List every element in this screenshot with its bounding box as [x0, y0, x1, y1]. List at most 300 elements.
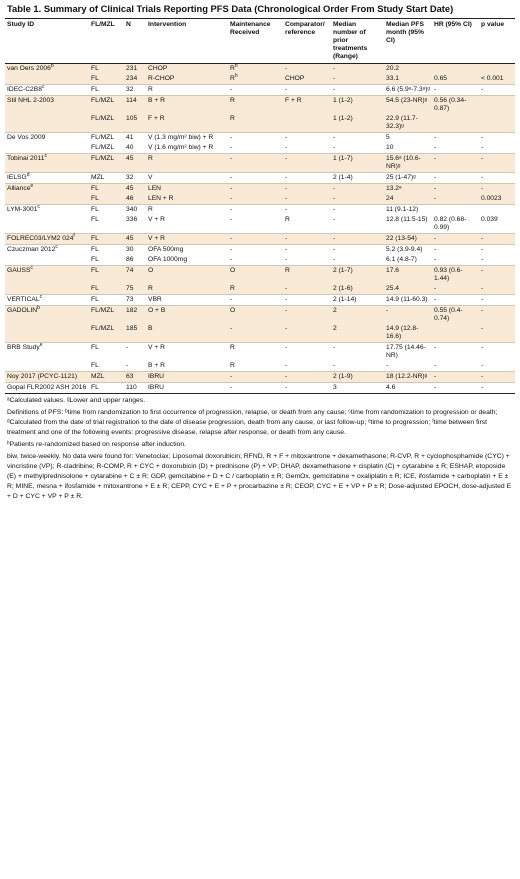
cell-comparator-text: -: [285, 155, 288, 162]
cell-fl-mzl-text: FL: [91, 195, 99, 202]
cell-comparator-text: CHOP: [285, 75, 305, 82]
cell-n-text: 45: [126, 155, 134, 162]
cell-intervention-text: O + B: [148, 307, 166, 314]
cell-intervention-text: R: [148, 155, 153, 162]
cell-comparator: [283, 361, 331, 372]
cell-median-pfs-text: 22 (13-54): [386, 235, 417, 242]
cell-prior-treatments: [331, 383, 384, 394]
table-row: [5, 173, 515, 184]
cell-fl-mzl-text: FL: [91, 246, 99, 253]
table-row: [5, 114, 515, 133]
cell-fl-mzl-text: FL: [91, 216, 99, 223]
cell-fl-mzl: [89, 343, 124, 362]
cell-maintenance: [228, 383, 283, 394]
cell-n: [124, 114, 146, 133]
cell-intervention-text: V: [148, 174, 153, 181]
cell-fl-mzl-text: FL: [91, 267, 99, 274]
cell-fl-mzl-text: FL/MZL: [91, 134, 115, 141]
cell-study-id-text: De Vos 2009: [7, 134, 46, 141]
table-row: [5, 324, 515, 343]
cell-prior-treatments: [331, 194, 384, 205]
footnote-marker: b: [37, 304, 40, 311]
table-row: [5, 383, 515, 394]
cell-n-text: 185: [126, 325, 138, 332]
cell-n: [124, 194, 146, 205]
cell-intervention-text: V (1.6 mg/m² biw) + R: [148, 144, 214, 151]
cell-intervention: [146, 284, 228, 295]
cell-p-value-text: < 0.001: [481, 75, 504, 82]
cell-p-value: [479, 143, 515, 154]
cell-fl-mzl-text: FL: [91, 206, 99, 213]
cell-intervention: [146, 184, 228, 195]
cell-median-pfs-text: 14.9 (12.8-16.6): [386, 325, 419, 340]
cell-intervention: [146, 245, 228, 256]
cell-n-text: -: [126, 362, 129, 369]
table-row: [5, 96, 515, 115]
cell-p-value-text: 0.039: [481, 216, 498, 223]
cell-fl-mzl-text: FL: [91, 344, 99, 351]
cell-maintenance-text: O: [230, 267, 236, 274]
table-row: [5, 184, 515, 195]
footnote: ʰPatients re-randomized based on response after induction.: [7, 441, 187, 448]
cell-comparator: [283, 205, 331, 216]
cell-median-pfs-text: 5: [386, 134, 390, 141]
cell-maintenance: [228, 306, 283, 325]
cell-n: [124, 324, 146, 343]
table-row: [5, 215, 515, 234]
cell-comparator: [283, 64, 331, 75]
cell-study-id: [5, 143, 89, 154]
cell-median-pfs: [384, 215, 432, 234]
cell-comparator: [283, 383, 331, 394]
cell-fl-mzl-text: FL: [91, 285, 99, 292]
cell-n: [124, 64, 146, 75]
cell-prior-treatments: [331, 361, 384, 372]
header-study-id: Study ID: [5, 19, 89, 64]
cell-comparator: [283, 96, 331, 115]
table-header-row: [5, 19, 515, 64]
cell-maintenance-text: -: [230, 296, 233, 303]
cell-prior-treatments-text: -: [333, 235, 336, 242]
cell-study-id-text: VERTICAL: [7, 296, 40, 303]
cell-p-value: [479, 255, 515, 266]
cell-p-value-text: -: [481, 344, 484, 351]
cell-p-value: [479, 154, 515, 173]
cell-prior-treatments-text: 2: [333, 307, 337, 314]
cell-study-id: [5, 184, 89, 195]
cell-hr-text: -: [434, 86, 437, 93]
cell-fl-mzl-text: FL: [91, 296, 99, 303]
cell-maintenance: [228, 114, 283, 133]
cell-fl-mzl: [89, 194, 124, 205]
cell-prior-treatments: [331, 133, 384, 144]
cell-fl-mzl: [89, 361, 124, 372]
cell-p-value-text: -: [481, 362, 484, 369]
cell-median-pfs-text: -: [386, 307, 389, 314]
cell-intervention-text: OFA 500mg: [148, 246, 184, 253]
cell-study-id: [5, 96, 89, 115]
cell-comparator-text: -: [285, 344, 288, 351]
cell-p-value: [479, 173, 515, 184]
cell-median-pfs-text: 6.1 (4.8-7): [386, 256, 417, 263]
cell-prior-treatments-text: -: [333, 86, 336, 93]
cell-comparator: [283, 133, 331, 144]
cell-intervention: [146, 372, 228, 383]
cell-median-pfs: [384, 234, 432, 245]
cell-intervention: [146, 143, 228, 154]
cell-n-text: 234: [126, 75, 138, 82]
footnote: biw, twice-weekly. No data were found for: Venetoclax; Liposomal doxorubicin; RFND, R + F + mitoxantrone + dexamethasone; R-CVP, R + cyclophosphamide (CYC) + vincristine (VP); R-cladribine; R-COMP, R + CYC + doxorubicin (D) + prednisone (P) + VP; DHAP, dexamethasone + cisplatin (C) + cytarabine ± R; ESHAP, etoposide (E) + methylprednisolone + cytarabine + C ± R; GDP, gemcitabine + D + C / carboplatin ± R; GemOx, gemcitabine + oxaliplatin ± R; ICE, ifosfamide + carboplatin + E ± R; MINE, mesna + ifosfamide + mitoxantrone + E ± R; CEPP, CYC + E + P + procarbazine ± R; CEOP, CYC + E + VP + P ± R; Dose-adjusted EPOCH, dose-adjusted E + D + CYC + VP + P ± R.: [7, 453, 512, 500]
cell-n-text: 340: [126, 206, 138, 213]
cell-n: [124, 234, 146, 245]
cell-study-id-text: IELSG: [7, 174, 27, 181]
cell-comparator-text: -: [285, 325, 288, 332]
cell-n-text: 182: [126, 307, 138, 314]
cell-hr-text: -: [434, 134, 437, 141]
cell-n-text: 63: [126, 373, 134, 380]
cell-maintenance: [228, 133, 283, 144]
header-hr: HR (95% CI): [432, 19, 479, 64]
cell-hr: [432, 266, 479, 285]
cell-maintenance-text: R: [230, 115, 235, 122]
cell-n: [124, 85, 146, 96]
table-row: [5, 133, 515, 144]
cell-p-value: [479, 74, 515, 85]
cell-comparator: [283, 255, 331, 266]
table-row: [5, 306, 515, 325]
cell-p-value-text: -: [481, 134, 484, 141]
cell-comparator-text: -: [285, 307, 288, 314]
table-row: [5, 234, 515, 245]
cell-n: [124, 245, 146, 256]
table-row: [5, 143, 515, 154]
cell-study-id: [5, 215, 89, 234]
cell-prior-treatments: [331, 64, 384, 75]
cell-maintenance: [228, 295, 283, 306]
cell-prior-treatments: [331, 284, 384, 295]
cell-maintenance: [228, 184, 283, 195]
cell-prior-treatments: [331, 205, 384, 216]
cell-hr: [432, 154, 479, 173]
cell-study-id: [5, 266, 89, 285]
cell-hr: [432, 64, 479, 75]
cell-median-pfs-text: 54.5 (23-NR)ᵍ: [386, 97, 428, 104]
cell-p-value-text: -: [481, 174, 484, 181]
cell-intervention: [146, 215, 228, 234]
cell-prior-treatments-text: -: [333, 144, 336, 151]
cell-fl-mzl-text: FL: [91, 185, 99, 192]
cell-median-pfs: [384, 133, 432, 144]
cell-median-pfs-text: 4.6: [386, 384, 396, 391]
cell-n-text: 336: [126, 216, 138, 223]
cell-p-value: [479, 284, 515, 295]
cell-study-id: [5, 64, 89, 75]
cell-comparator-text: -: [285, 174, 288, 181]
cell-fl-mzl: [89, 372, 124, 383]
cell-n: [124, 284, 146, 295]
cell-comparator: [283, 284, 331, 295]
cell-intervention-text: R: [148, 285, 153, 292]
cell-fl-mzl-text: MZL: [91, 373, 105, 380]
cell-n: [124, 133, 146, 144]
cell-study-id-text: Alliance: [7, 185, 31, 192]
cell-n-text: 46: [126, 195, 134, 202]
cell-maintenance: [228, 266, 283, 285]
table-row: [5, 343, 515, 362]
footnote-marker: c: [44, 152, 47, 159]
cell-fl-mzl-text: FL/MZL: [91, 325, 115, 332]
cell-comparator-text: -: [285, 185, 288, 192]
cell-p-value-text: -: [481, 296, 484, 303]
table-row: [5, 85, 515, 96]
cell-comparator-text: -: [285, 256, 288, 263]
cell-maintenance-text: -: [230, 216, 233, 223]
cell-median-pfs: [384, 306, 432, 325]
cell-median-pfs-text: 22.9 (11.7-32.3)ᵍ: [386, 115, 418, 130]
cell-comparator: [283, 245, 331, 256]
cell-fl-mzl: [89, 234, 124, 245]
cell-median-pfs-text: 33.1: [386, 75, 400, 82]
cell-median-pfs: [384, 194, 432, 205]
cell-intervention: [146, 383, 228, 394]
cell-comparator: [283, 194, 331, 205]
cell-intervention: [146, 64, 228, 75]
cell-comparator-text: -: [285, 362, 288, 369]
table-row: [5, 194, 515, 205]
cell-maintenance: [228, 245, 283, 256]
cell-prior-treatments: [331, 154, 384, 173]
cell-median-pfs-text: 11 (9.1-12): [386, 206, 419, 213]
cell-study-id-text: IDEC-C2B8: [7, 86, 42, 93]
cell-maintenance: [228, 205, 283, 216]
cell-intervention-text: LEN + R: [148, 195, 174, 202]
cell-hr: [432, 205, 479, 216]
header-prior-treatments: Median number of prior treatments (Range): [331, 19, 384, 64]
header-comparator: Comparator/ reference: [283, 19, 331, 64]
cell-maintenance-text: -: [230, 86, 233, 93]
cell-median-pfs-text: 20.2: [386, 65, 400, 72]
table-row: [5, 361, 515, 372]
cell-study-id: [5, 74, 89, 85]
cell-maintenance: [228, 173, 283, 184]
cell-intervention-text: IBRU: [148, 384, 164, 391]
cell-study-id-text: Stil NHL 2-2003: [7, 97, 54, 104]
cell-p-value: [479, 64, 515, 75]
cell-n: [124, 361, 146, 372]
cell-study-id: [5, 361, 89, 372]
cell-median-pfs-text: 12.8 (11.5-15): [386, 216, 428, 223]
cell-intervention: [146, 114, 228, 133]
cell-p-value-text: 0.0023: [481, 195, 502, 202]
cell-comparator-text: -: [285, 206, 288, 213]
cell-median-pfs-text: 24: [386, 195, 394, 202]
cell-hr-text: -: [434, 155, 437, 162]
cell-intervention: [146, 343, 228, 362]
cell-intervention-text: VBR: [148, 296, 162, 303]
cell-study-id: [5, 234, 89, 245]
cell-maintenance-text: -: [230, 206, 233, 213]
cell-maintenance: [228, 324, 283, 343]
cell-intervention-text: V + R: [148, 344, 165, 351]
cell-intervention: [146, 133, 228, 144]
cell-prior-treatments-text: -: [333, 185, 336, 192]
cell-n-text: 32: [126, 86, 134, 93]
cell-maintenance-text: R: [230, 362, 235, 369]
cell-prior-treatments-text: -: [333, 206, 336, 213]
cell-n: [124, 372, 146, 383]
cell-hr-text: 0.56 (0.34-0.87): [434, 97, 467, 112]
cell-prior-treatments-text: 2: [333, 325, 337, 332]
footnote-marker: c: [37, 203, 40, 210]
cell-p-value: [479, 96, 515, 115]
header-p-value: p value: [479, 19, 515, 64]
cell-p-value: [479, 266, 515, 285]
cell-maintenance-text: R: [230, 97, 235, 104]
cell-prior-treatments-text: -: [333, 65, 336, 72]
cell-comparator: [283, 306, 331, 325]
table-row: [5, 284, 515, 295]
cell-p-value: [479, 343, 515, 362]
cell-prior-treatments: [331, 143, 384, 154]
header-maintenance: Maintenance Received: [228, 19, 283, 64]
cell-prior-treatments: [331, 215, 384, 234]
cell-study-id-text: Gopal FLR2002 ASH 2016: [7, 384, 87, 391]
cell-prior-treatments: [331, 184, 384, 195]
cell-intervention: [146, 324, 228, 343]
cell-fl-mzl: [89, 266, 124, 285]
cell-hr: [432, 372, 479, 383]
cell-comparator-text: -: [285, 246, 288, 253]
cell-maintenance-text: -: [230, 373, 233, 380]
cell-p-value: [479, 295, 515, 306]
cell-maintenance: [228, 284, 283, 295]
cell-n-text: 74: [126, 267, 134, 274]
pfs-trials-table: [5, 18, 515, 394]
cell-comparator-text: -: [285, 285, 288, 292]
cell-p-value-text: -: [481, 144, 484, 151]
cell-hr: [432, 295, 479, 306]
table-body: [5, 64, 515, 394]
cell-maintenance: [228, 361, 283, 372]
cell-maintenance-text: O: [230, 307, 236, 314]
cell-p-value: [479, 85, 515, 96]
cell-prior-treatments-text: -: [333, 216, 336, 223]
cell-maintenance-text: R: [230, 75, 235, 82]
cell-maintenance-text: -: [230, 174, 233, 181]
cell-prior-treatments-text: 1 (1-2): [333, 97, 353, 104]
cell-median-pfs: [384, 295, 432, 306]
cell-p-value-text: -: [481, 325, 484, 332]
table-row: [5, 372, 515, 383]
cell-median-pfs-text: 14.9 (11-60.3): [386, 296, 428, 303]
cell-median-pfs: [384, 324, 432, 343]
header-fl-mzl: FL/MZL: [89, 19, 124, 64]
cell-median-pfs: [384, 74, 432, 85]
cell-study-id: [5, 383, 89, 394]
table-row: [5, 255, 515, 266]
table-row: [5, 295, 515, 306]
cell-hr-text: -: [434, 144, 437, 151]
cell-fl-mzl: [89, 306, 124, 325]
cell-study-id: [5, 306, 89, 325]
cell-maintenance: [228, 154, 283, 173]
cell-maintenance-text: -: [230, 134, 233, 141]
cell-n: [124, 96, 146, 115]
cell-median-pfs: [384, 184, 432, 195]
cell-intervention-text: IBRU: [148, 373, 164, 380]
cell-hr-text: 0.82 (0.68-0.99): [434, 216, 467, 231]
cell-hr-text: -: [434, 235, 437, 242]
cell-median-pfs: [384, 205, 432, 216]
cell-intervention: [146, 74, 228, 85]
cell-hr: [432, 343, 479, 362]
cell-comparator-text: -: [285, 296, 288, 303]
cell-comparator: [283, 372, 331, 383]
cell-p-value-text: -: [481, 307, 484, 314]
cell-intervention-text: O: [148, 267, 154, 274]
cell-p-value-text: -: [481, 185, 484, 192]
cell-n-text: 45: [126, 235, 134, 242]
cell-p-value-text: -: [481, 267, 484, 274]
footnote-marker: c: [30, 264, 33, 271]
cell-intervention: [146, 306, 228, 325]
cell-comparator-text: -: [285, 134, 288, 141]
cell-fl-mzl: [89, 85, 124, 96]
cell-median-pfs: [384, 154, 432, 173]
cell-p-value-text: -: [481, 373, 484, 380]
cell-prior-treatments: [331, 173, 384, 184]
cell-hr-text: -: [434, 185, 437, 192]
cell-p-value: [479, 205, 515, 216]
cell-study-id-text: GAUSS: [7, 267, 31, 274]
cell-p-value: [479, 372, 515, 383]
table-row: [5, 205, 515, 216]
cell-study-id: [5, 284, 89, 295]
cell-hr: [432, 143, 479, 154]
cell-maintenance-text: -: [230, 256, 233, 263]
cell-study-id-text: Czuczman 2012: [7, 246, 56, 253]
cell-maintenance: [228, 194, 283, 205]
cell-prior-treatments: [331, 306, 384, 325]
cell-median-pfs: [384, 173, 432, 184]
cell-p-value-text: -: [481, 86, 484, 93]
cell-comparator: [283, 324, 331, 343]
cell-n: [124, 205, 146, 216]
cell-hr-text: -: [434, 362, 437, 369]
cell-prior-treatments-text: -: [333, 75, 336, 82]
cell-n: [124, 383, 146, 394]
cell-fl-mzl: [89, 284, 124, 295]
cell-fl-mzl-text: FL/MZL: [91, 144, 115, 151]
cell-fl-mzl: [89, 173, 124, 184]
footnote-marker: f: [73, 232, 75, 239]
cell-fl-mzl: [89, 154, 124, 173]
cell-comparator: [283, 74, 331, 85]
cell-intervention-text: V + R: [148, 216, 165, 223]
cell-prior-treatments: [331, 324, 384, 343]
cell-n: [124, 343, 146, 362]
cell-fl-mzl: [89, 295, 124, 306]
cell-maintenance-text: -: [230, 155, 233, 162]
cell-fl-mzl-text: FL/MZL: [91, 97, 115, 104]
header-intervention: Intervention: [146, 19, 228, 64]
footnote-marker: b: [50, 62, 54, 69]
cell-maintenance: [228, 343, 283, 362]
cell-comparator-text: -: [285, 235, 288, 242]
cell-prior-treatments-text: -: [333, 256, 336, 263]
cell-fl-mzl: [89, 383, 124, 394]
table-footnotes: [5, 394, 514, 502]
